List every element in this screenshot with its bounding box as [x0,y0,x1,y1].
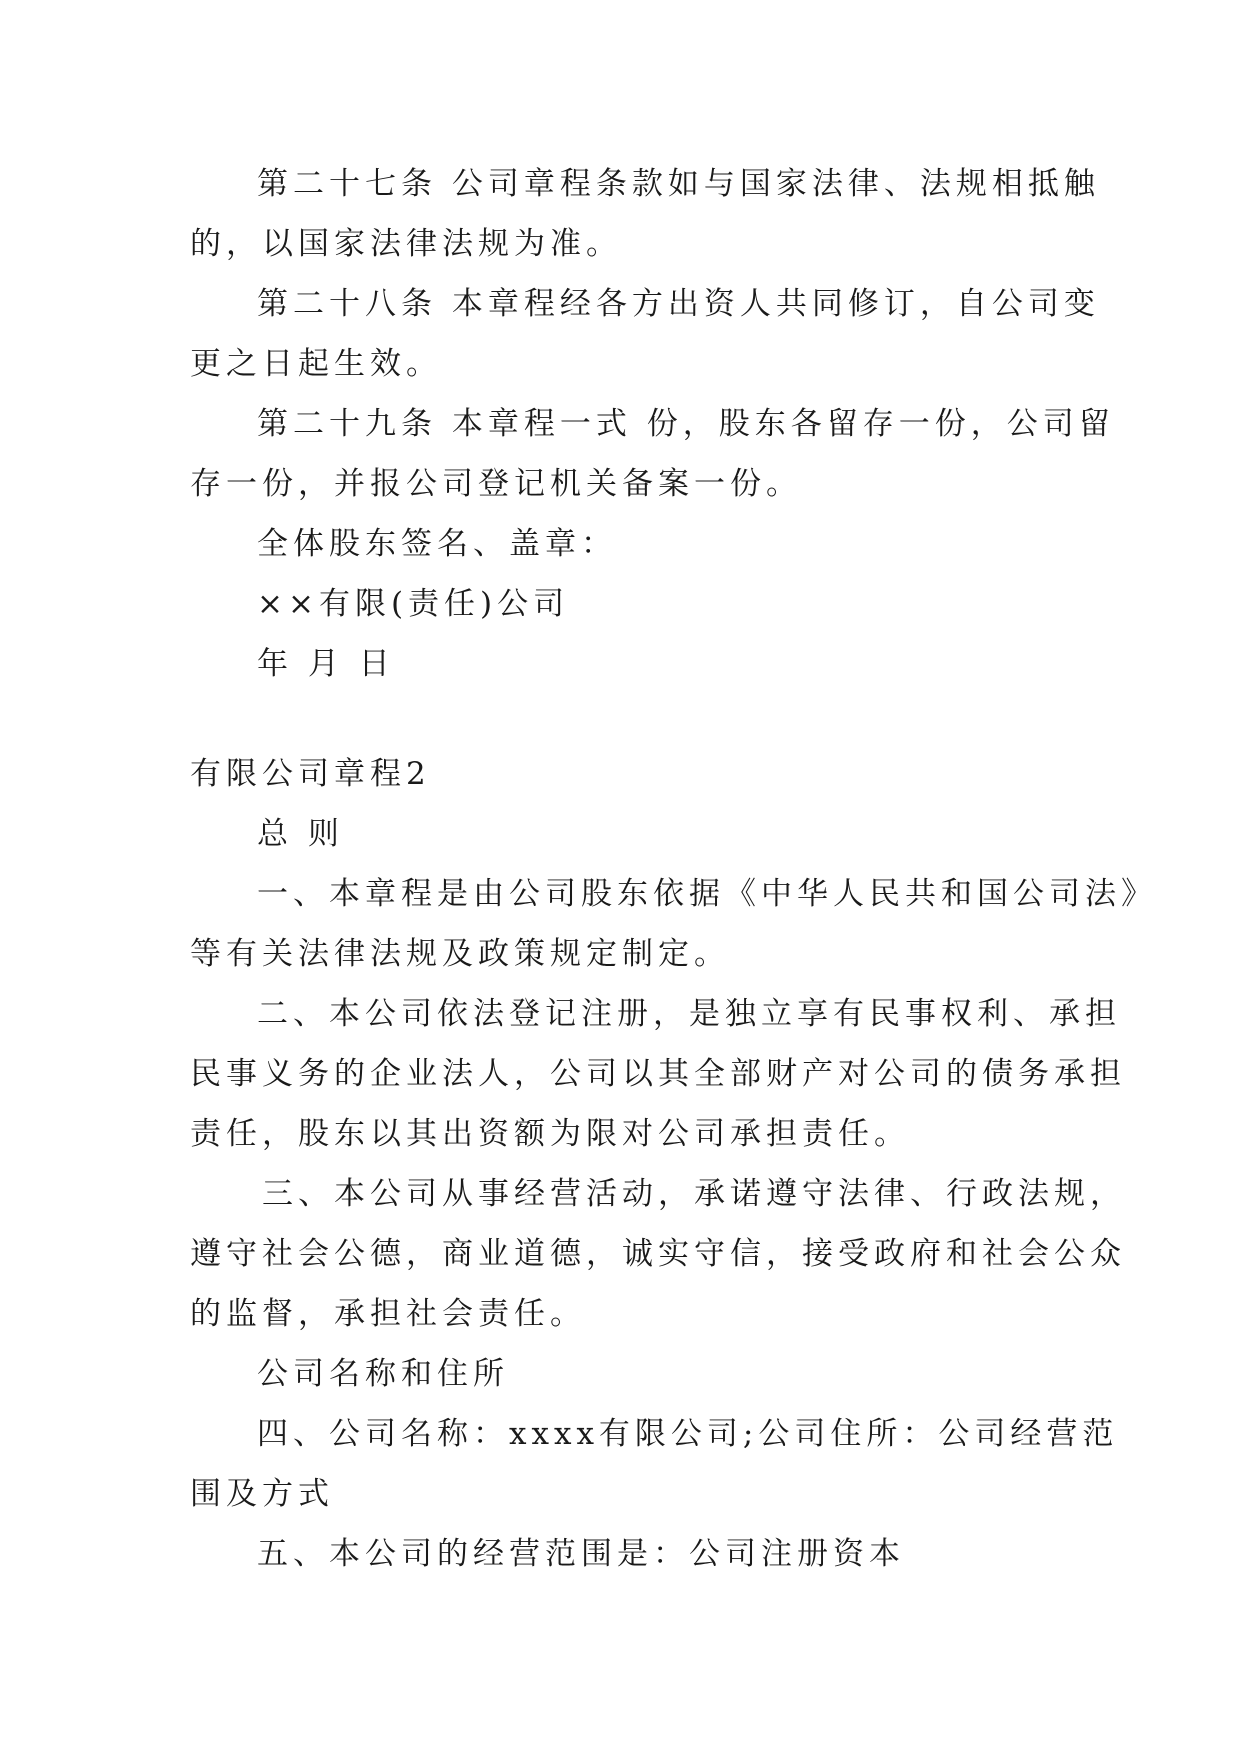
signature-line: 全体股东签名、盖章： [257,526,617,562]
general-heading: 总 则 [257,816,344,852]
name-address-heading: 公司名称和住所 [257,1356,509,1392]
clause-2-line-1: 二、本公司依法登记注册，是独立享有民事权利、承担 [257,996,1121,1032]
clause-3-line-3: 的监督，承担社会责任。 [190,1296,586,1332]
clause-2-line-3: 责任，股东以其出资额为限对公司承担责任。 [190,1116,910,1152]
article-29-line-2: 存一份，并报公司登记机关备案一份。 [190,466,802,502]
article-28-line-2: 更之日起生效。 [190,346,442,382]
clause-4-line-1: 四、公司名称：xxxx有限公司;公司住所：公司经营范 [257,1416,1119,1452]
clause-3-line-2: 遵守社会公德，商业道德，诚实守信，接受政府和社会公众 [190,1236,1126,1272]
article-27-line-1: 第二十七条 公司章程条款如与国家法律、法规相抵触 [257,166,1100,202]
company-name-line: ××有限(责任)公司 [257,586,570,622]
clause-3-line-1: 三、本公司从事经营活动，承诺遵守法律、行政法规， [262,1176,1126,1212]
clause-1-line-2: 等有关法律法规及政策规定制定。 [190,936,730,972]
clause-2-line-2: 民事义务的企业法人，公司以其全部财产对公司的债务承担 [190,1056,1126,1092]
clause-4-line-2: 围及方式 [190,1476,334,1512]
article-28-line-1: 第二十八条 本章程经各方出资人共同修订，自公司变 [257,286,1100,322]
article-29-line-1: 第二十九条 本章程一式 份，股东各留存一份，公司留 [257,406,1115,442]
clause-5-line-1: 五、本公司的经营范围是：公司注册资本 [257,1536,905,1572]
section-title: 有限公司章程2 [190,756,431,792]
date-line: 年 月 日 [257,646,395,682]
clause-1-line-1: 一、本章程是由公司股东依据《中华人民共和国公司法》 [257,876,1157,912]
article-27-line-2: 的，以国家法律法规为准。 [190,226,622,262]
